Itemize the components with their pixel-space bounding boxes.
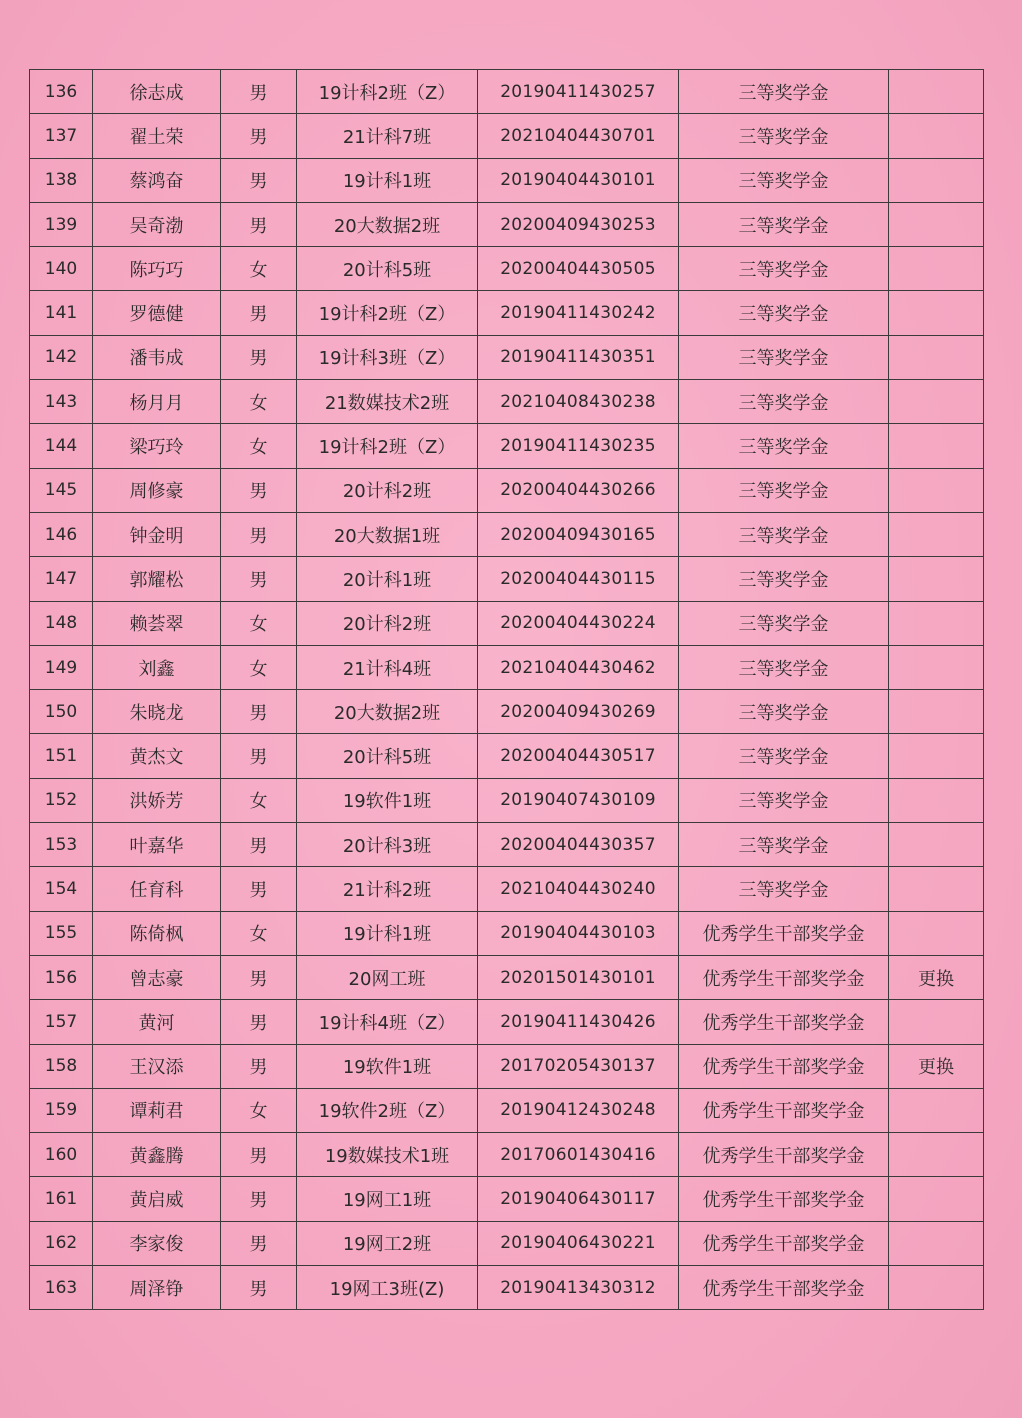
cell-award: 三等奖学金 xyxy=(679,601,889,645)
cell-gender: 男 xyxy=(221,1044,297,1088)
cell-gender: 男 xyxy=(221,335,297,379)
cell-award: 三等奖学金 xyxy=(679,690,889,734)
cell-name: 蔡鸿奋 xyxy=(93,158,221,202)
cell-class: 19数媒技术1班 xyxy=(297,1133,478,1177)
cell-gender: 男 xyxy=(221,1000,297,1044)
cell-number: 138 xyxy=(30,158,93,202)
cell-note xyxy=(889,1221,984,1265)
cell-name: 叶嘉华 xyxy=(93,823,221,867)
cell-note xyxy=(889,512,984,556)
cell-gender: 男 xyxy=(221,734,297,778)
cell-student-id: 20200409430269 xyxy=(478,690,679,734)
table-row xyxy=(30,1266,984,1310)
cell-name: 陈倚枫 xyxy=(93,911,221,955)
cell-note xyxy=(889,291,984,335)
cell-student-id: 20190404430103 xyxy=(478,911,679,955)
cell-student-id: 20200409430165 xyxy=(478,512,679,556)
cell-note xyxy=(889,335,984,379)
cell-student-id: 20200404430224 xyxy=(478,601,679,645)
table-row xyxy=(30,247,984,291)
cell-name: 潘韦成 xyxy=(93,335,221,379)
table-row xyxy=(30,557,984,601)
cell-student-id: 20190411430426 xyxy=(478,1000,679,1044)
cell-gender: 男 xyxy=(221,1221,297,1265)
cell-student-id: 20190411430235 xyxy=(478,424,679,468)
cell-number: 156 xyxy=(30,955,93,999)
cell-award: 三等奖学金 xyxy=(679,734,889,778)
table-row xyxy=(30,291,984,335)
cell-number: 163 xyxy=(30,1266,93,1310)
cell-number: 154 xyxy=(30,867,93,911)
cell-note xyxy=(889,1266,984,1310)
cell-award: 三等奖学金 xyxy=(679,380,889,424)
table-row xyxy=(30,734,984,778)
cell-class: 21计科4班 xyxy=(297,645,478,689)
table-row xyxy=(30,468,984,512)
cell-gender: 男 xyxy=(221,955,297,999)
cell-student-id: 20200404430505 xyxy=(478,247,679,291)
cell-note xyxy=(889,645,984,689)
cell-class: 21计科7班 xyxy=(297,114,478,158)
cell-class: 19计科2班（Z） xyxy=(297,291,478,335)
cell-gender: 女 xyxy=(221,380,297,424)
cell-gender: 男 xyxy=(221,202,297,246)
cell-number: 150 xyxy=(30,690,93,734)
cell-gender: 女 xyxy=(221,645,297,689)
cell-student-id: 20200404430115 xyxy=(478,557,679,601)
table-row xyxy=(30,823,984,867)
cell-class: 20网工班 xyxy=(297,955,478,999)
table-row xyxy=(30,1088,984,1132)
cell-name: 曾志豪 xyxy=(93,955,221,999)
cell-gender: 男 xyxy=(221,468,297,512)
cell-note: 更换 xyxy=(889,1044,984,1088)
cell-number: 157 xyxy=(30,1000,93,1044)
cell-class: 19计科1班 xyxy=(297,911,478,955)
cell-gender: 男 xyxy=(221,1177,297,1221)
cell-number: 142 xyxy=(30,335,93,379)
cell-number: 158 xyxy=(30,1044,93,1088)
cell-award: 三等奖学金 xyxy=(679,512,889,556)
cell-award: 三等奖学金 xyxy=(679,424,889,468)
table-row xyxy=(30,690,984,734)
cell-note xyxy=(889,1088,984,1132)
cell-note xyxy=(889,823,984,867)
cell-award: 三等奖学金 xyxy=(679,778,889,822)
cell-student-id: 20210404430240 xyxy=(478,867,679,911)
cell-note xyxy=(889,601,984,645)
table-row xyxy=(30,1133,984,1177)
cell-student-id: 20210404430462 xyxy=(478,645,679,689)
cell-number: 148 xyxy=(30,601,93,645)
cell-gender: 女 xyxy=(221,911,297,955)
cell-class: 19计科3班（Z） xyxy=(297,335,478,379)
cell-class: 19软件1班 xyxy=(297,1044,478,1088)
cell-name: 朱晓龙 xyxy=(93,690,221,734)
cell-number: 145 xyxy=(30,468,93,512)
cell-note xyxy=(889,468,984,512)
cell-class: 19计科2班（Z） xyxy=(297,70,478,114)
cell-name: 梁巧玲 xyxy=(93,424,221,468)
table-row xyxy=(30,114,984,158)
cell-note xyxy=(889,778,984,822)
cell-number: 147 xyxy=(30,557,93,601)
cell-number: 146 xyxy=(30,512,93,556)
cell-award: 三等奖学金 xyxy=(679,335,889,379)
cell-note xyxy=(889,690,984,734)
cell-number: 139 xyxy=(30,202,93,246)
cell-number: 141 xyxy=(30,291,93,335)
cell-name: 王汉添 xyxy=(93,1044,221,1088)
cell-student-id: 20190411430351 xyxy=(478,335,679,379)
cell-class: 20计科3班 xyxy=(297,823,478,867)
cell-award: 优秀学生干部奖学金 xyxy=(679,1000,889,1044)
cell-award: 优秀学生干部奖学金 xyxy=(679,1088,889,1132)
cell-class: 21数媒技术2班 xyxy=(297,380,478,424)
cell-gender: 男 xyxy=(221,512,297,556)
cell-class: 19网工2班 xyxy=(297,1221,478,1265)
table-row xyxy=(30,424,984,468)
cell-note xyxy=(889,114,984,158)
table-row xyxy=(30,1044,984,1088)
cell-name: 徐志成 xyxy=(93,70,221,114)
cell-name: 任育科 xyxy=(93,867,221,911)
cell-name: 罗德健 xyxy=(93,291,221,335)
cell-class: 20计科2班 xyxy=(297,601,478,645)
cell-number: 151 xyxy=(30,734,93,778)
cell-note xyxy=(889,1177,984,1221)
cell-award: 优秀学生干部奖学金 xyxy=(679,1177,889,1221)
cell-class: 19计科4班（Z） xyxy=(297,1000,478,1044)
cell-name: 刘鑫 xyxy=(93,645,221,689)
cell-gender: 女 xyxy=(221,601,297,645)
cell-class: 20大数据1班 xyxy=(297,512,478,556)
cell-name: 洪娇芳 xyxy=(93,778,221,822)
cell-award: 三等奖学金 xyxy=(679,70,889,114)
cell-note xyxy=(889,70,984,114)
cell-note xyxy=(889,867,984,911)
cell-award: 优秀学生干部奖学金 xyxy=(679,1266,889,1310)
cell-name: 李家俊 xyxy=(93,1221,221,1265)
table-row xyxy=(30,70,984,114)
cell-gender: 女 xyxy=(221,247,297,291)
cell-name: 吴奇渤 xyxy=(93,202,221,246)
table-row xyxy=(30,867,984,911)
table-row xyxy=(30,1177,984,1221)
cell-class: 19软件1班 xyxy=(297,778,478,822)
cell-award: 三等奖学金 xyxy=(679,158,889,202)
cell-gender: 男 xyxy=(221,867,297,911)
cell-number: 161 xyxy=(30,1177,93,1221)
cell-award: 优秀学生干部奖学金 xyxy=(679,911,889,955)
cell-number: 136 xyxy=(30,70,93,114)
cell-student-id: 20190404430101 xyxy=(478,158,679,202)
cell-award: 三等奖学金 xyxy=(679,202,889,246)
table-row xyxy=(30,158,984,202)
cell-name: 周修豪 xyxy=(93,468,221,512)
cell-class: 21计科2班 xyxy=(297,867,478,911)
cell-note xyxy=(889,202,984,246)
table-row xyxy=(30,911,984,955)
cell-gender: 女 xyxy=(221,1088,297,1132)
cell-number: 153 xyxy=(30,823,93,867)
cell-award: 三等奖学金 xyxy=(679,823,889,867)
cell-student-id: 20210408430238 xyxy=(478,380,679,424)
cell-gender: 男 xyxy=(221,1266,297,1310)
cell-number: 143 xyxy=(30,380,93,424)
table-row xyxy=(30,1221,984,1265)
cell-gender: 女 xyxy=(221,778,297,822)
cell-class: 19网工3班(Z) xyxy=(297,1266,478,1310)
cell-student-id: 20170601430416 xyxy=(478,1133,679,1177)
cell-note xyxy=(889,247,984,291)
cell-award: 三等奖学金 xyxy=(679,114,889,158)
cell-student-id: 20190406430117 xyxy=(478,1177,679,1221)
cell-name: 陈巧巧 xyxy=(93,247,221,291)
cell-class: 20计科5班 xyxy=(297,247,478,291)
cell-name: 赖荟翠 xyxy=(93,601,221,645)
table-row xyxy=(30,778,984,822)
cell-number: 160 xyxy=(30,1133,93,1177)
cell-name: 翟土荣 xyxy=(93,114,221,158)
cell-student-id: 20200404430357 xyxy=(478,823,679,867)
cell-gender: 男 xyxy=(221,291,297,335)
cell-student-id: 20200404430266 xyxy=(478,468,679,512)
cell-class: 20大数据2班 xyxy=(297,202,478,246)
cell-name: 黄河 xyxy=(93,1000,221,1044)
cell-gender: 男 xyxy=(221,557,297,601)
table-row xyxy=(30,512,984,556)
cell-student-id: 20210404430701 xyxy=(478,114,679,158)
cell-award: 三等奖学金 xyxy=(679,645,889,689)
cell-number: 152 xyxy=(30,778,93,822)
table-row xyxy=(30,202,984,246)
cell-award: 三等奖学金 xyxy=(679,867,889,911)
table-row xyxy=(30,380,984,424)
cell-class: 20大数据2班 xyxy=(297,690,478,734)
cell-name: 杨月月 xyxy=(93,380,221,424)
cell-number: 137 xyxy=(30,114,93,158)
cell-name: 周泽铮 xyxy=(93,1266,221,1310)
cell-name: 郭耀松 xyxy=(93,557,221,601)
table-row xyxy=(30,1000,984,1044)
table-row xyxy=(30,601,984,645)
cell-note xyxy=(889,734,984,778)
cell-gender: 女 xyxy=(221,424,297,468)
cell-award: 优秀学生干部奖学金 xyxy=(679,1133,889,1177)
cell-name: 黄启威 xyxy=(93,1177,221,1221)
cell-student-id: 20190411430242 xyxy=(478,291,679,335)
cell-award: 优秀学生干部奖学金 xyxy=(679,1044,889,1088)
cell-award: 优秀学生干部奖学金 xyxy=(679,955,889,999)
cell-note xyxy=(889,557,984,601)
cell-student-id: 20190407430109 xyxy=(478,778,679,822)
cell-student-id: 20190406430221 xyxy=(478,1221,679,1265)
scholarship-table xyxy=(29,69,984,1310)
cell-gender: 男 xyxy=(221,158,297,202)
cell-award: 三等奖学金 xyxy=(679,468,889,512)
cell-award: 三等奖学金 xyxy=(679,557,889,601)
cell-number: 162 xyxy=(30,1221,93,1265)
table-row xyxy=(30,335,984,379)
cell-name: 黄杰文 xyxy=(93,734,221,778)
cell-name: 谭莉君 xyxy=(93,1088,221,1132)
cell-student-id: 20190411430257 xyxy=(478,70,679,114)
cell-student-id: 20190413430312 xyxy=(478,1266,679,1310)
cell-number: 159 xyxy=(30,1088,93,1132)
cell-student-id: 20170205430137 xyxy=(478,1044,679,1088)
cell-gender: 男 xyxy=(221,823,297,867)
cell-class: 19网工1班 xyxy=(297,1177,478,1221)
cell-class: 20计科2班 xyxy=(297,468,478,512)
cell-note: 更换 xyxy=(889,955,984,999)
cell-number: 144 xyxy=(30,424,93,468)
cell-class: 19计科1班 xyxy=(297,158,478,202)
cell-student-id: 20190412430248 xyxy=(478,1088,679,1132)
cell-note xyxy=(889,380,984,424)
cell-class: 20计科1班 xyxy=(297,557,478,601)
cell-award: 三等奖学金 xyxy=(679,247,889,291)
cell-award: 优秀学生干部奖学金 xyxy=(679,1221,889,1265)
cell-gender: 男 xyxy=(221,70,297,114)
cell-student-id: 20201501430101 xyxy=(478,955,679,999)
cell-gender: 男 xyxy=(221,1133,297,1177)
cell-name: 钟金明 xyxy=(93,512,221,556)
cell-gender: 男 xyxy=(221,114,297,158)
cell-note xyxy=(889,158,984,202)
cell-gender: 男 xyxy=(221,690,297,734)
cell-note xyxy=(889,424,984,468)
table-row xyxy=(30,645,984,689)
cell-number: 155 xyxy=(30,911,93,955)
cell-name: 黄鑫腾 xyxy=(93,1133,221,1177)
cell-class: 19计科2班（Z） xyxy=(297,424,478,468)
cell-note xyxy=(889,911,984,955)
cell-award: 三等奖学金 xyxy=(679,291,889,335)
cell-number: 140 xyxy=(30,247,93,291)
cell-note xyxy=(889,1000,984,1044)
table-row xyxy=(30,955,984,999)
cell-student-id: 20200404430517 xyxy=(478,734,679,778)
cell-student-id: 20200409430253 xyxy=(478,202,679,246)
cell-note xyxy=(889,1133,984,1177)
cell-number: 149 xyxy=(30,645,93,689)
cell-class: 20计科5班 xyxy=(297,734,478,778)
table-body xyxy=(30,70,984,1310)
cell-class: 19软件2班（Z） xyxy=(297,1088,478,1132)
